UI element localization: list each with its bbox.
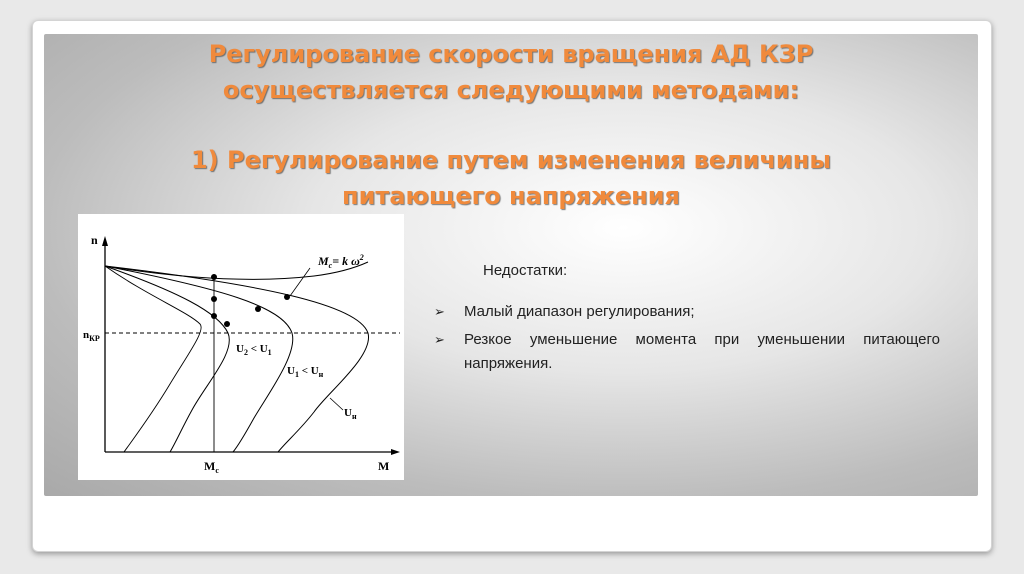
diagram-svg [78,214,404,480]
load-curve-leader [290,268,310,296]
axis-y-label: n [91,233,98,247]
operating-point [211,313,217,319]
disadvantages-heading: Недостатки: [483,262,568,279]
x-axis-arrow-icon [391,449,400,455]
curve-lowest [105,266,201,452]
label-u2: $U_2 < U_1$ [236,343,272,357]
list-item [430,300,940,324]
curve-un [105,266,369,452]
operating-point [284,294,290,300]
speed-torque-diagram [78,214,404,480]
axis-x-label: M [378,459,390,473]
operating-point [224,321,230,327]
label-un-leader [330,398,343,410]
curve-u1 [105,266,293,452]
slide-title [44,36,978,214]
label-un: $U_н$ [344,407,357,421]
list-item-text: Малый диапазон регулирования; [464,303,695,320]
title-line-2: осуществляется следующими методами: [222,76,800,104]
list-item [430,328,940,376]
operating-point [211,274,217,280]
subtitle-line-2: питающего напряжения [342,182,680,210]
arrow-bullet-icon: ➢ [434,304,445,319]
disadvantages-list [430,300,940,380]
y-axis-arrow-icon [102,236,108,246]
operating-point [211,296,217,302]
curve-u2 [105,266,229,452]
n-kr-label: $n_{КР}$ [83,329,100,343]
subtitle-line-1: 1) Регулирование путем изменения величины [190,146,832,174]
title-line-1: Регулирование скорости вращения АД КЗР [208,40,814,68]
operating-point [255,306,261,312]
label-u1: $U_1 < U_н$ [287,365,324,379]
list-item-text: Резкое уменьшение момента при уменьшении питающего напряжения. [464,331,940,372]
mc-label: $M_c$ [204,459,219,475]
arrow-bullet-icon: ➢ [434,332,445,347]
load-curve-label: $M_c= k$ $\omega^2$ [318,253,364,270]
